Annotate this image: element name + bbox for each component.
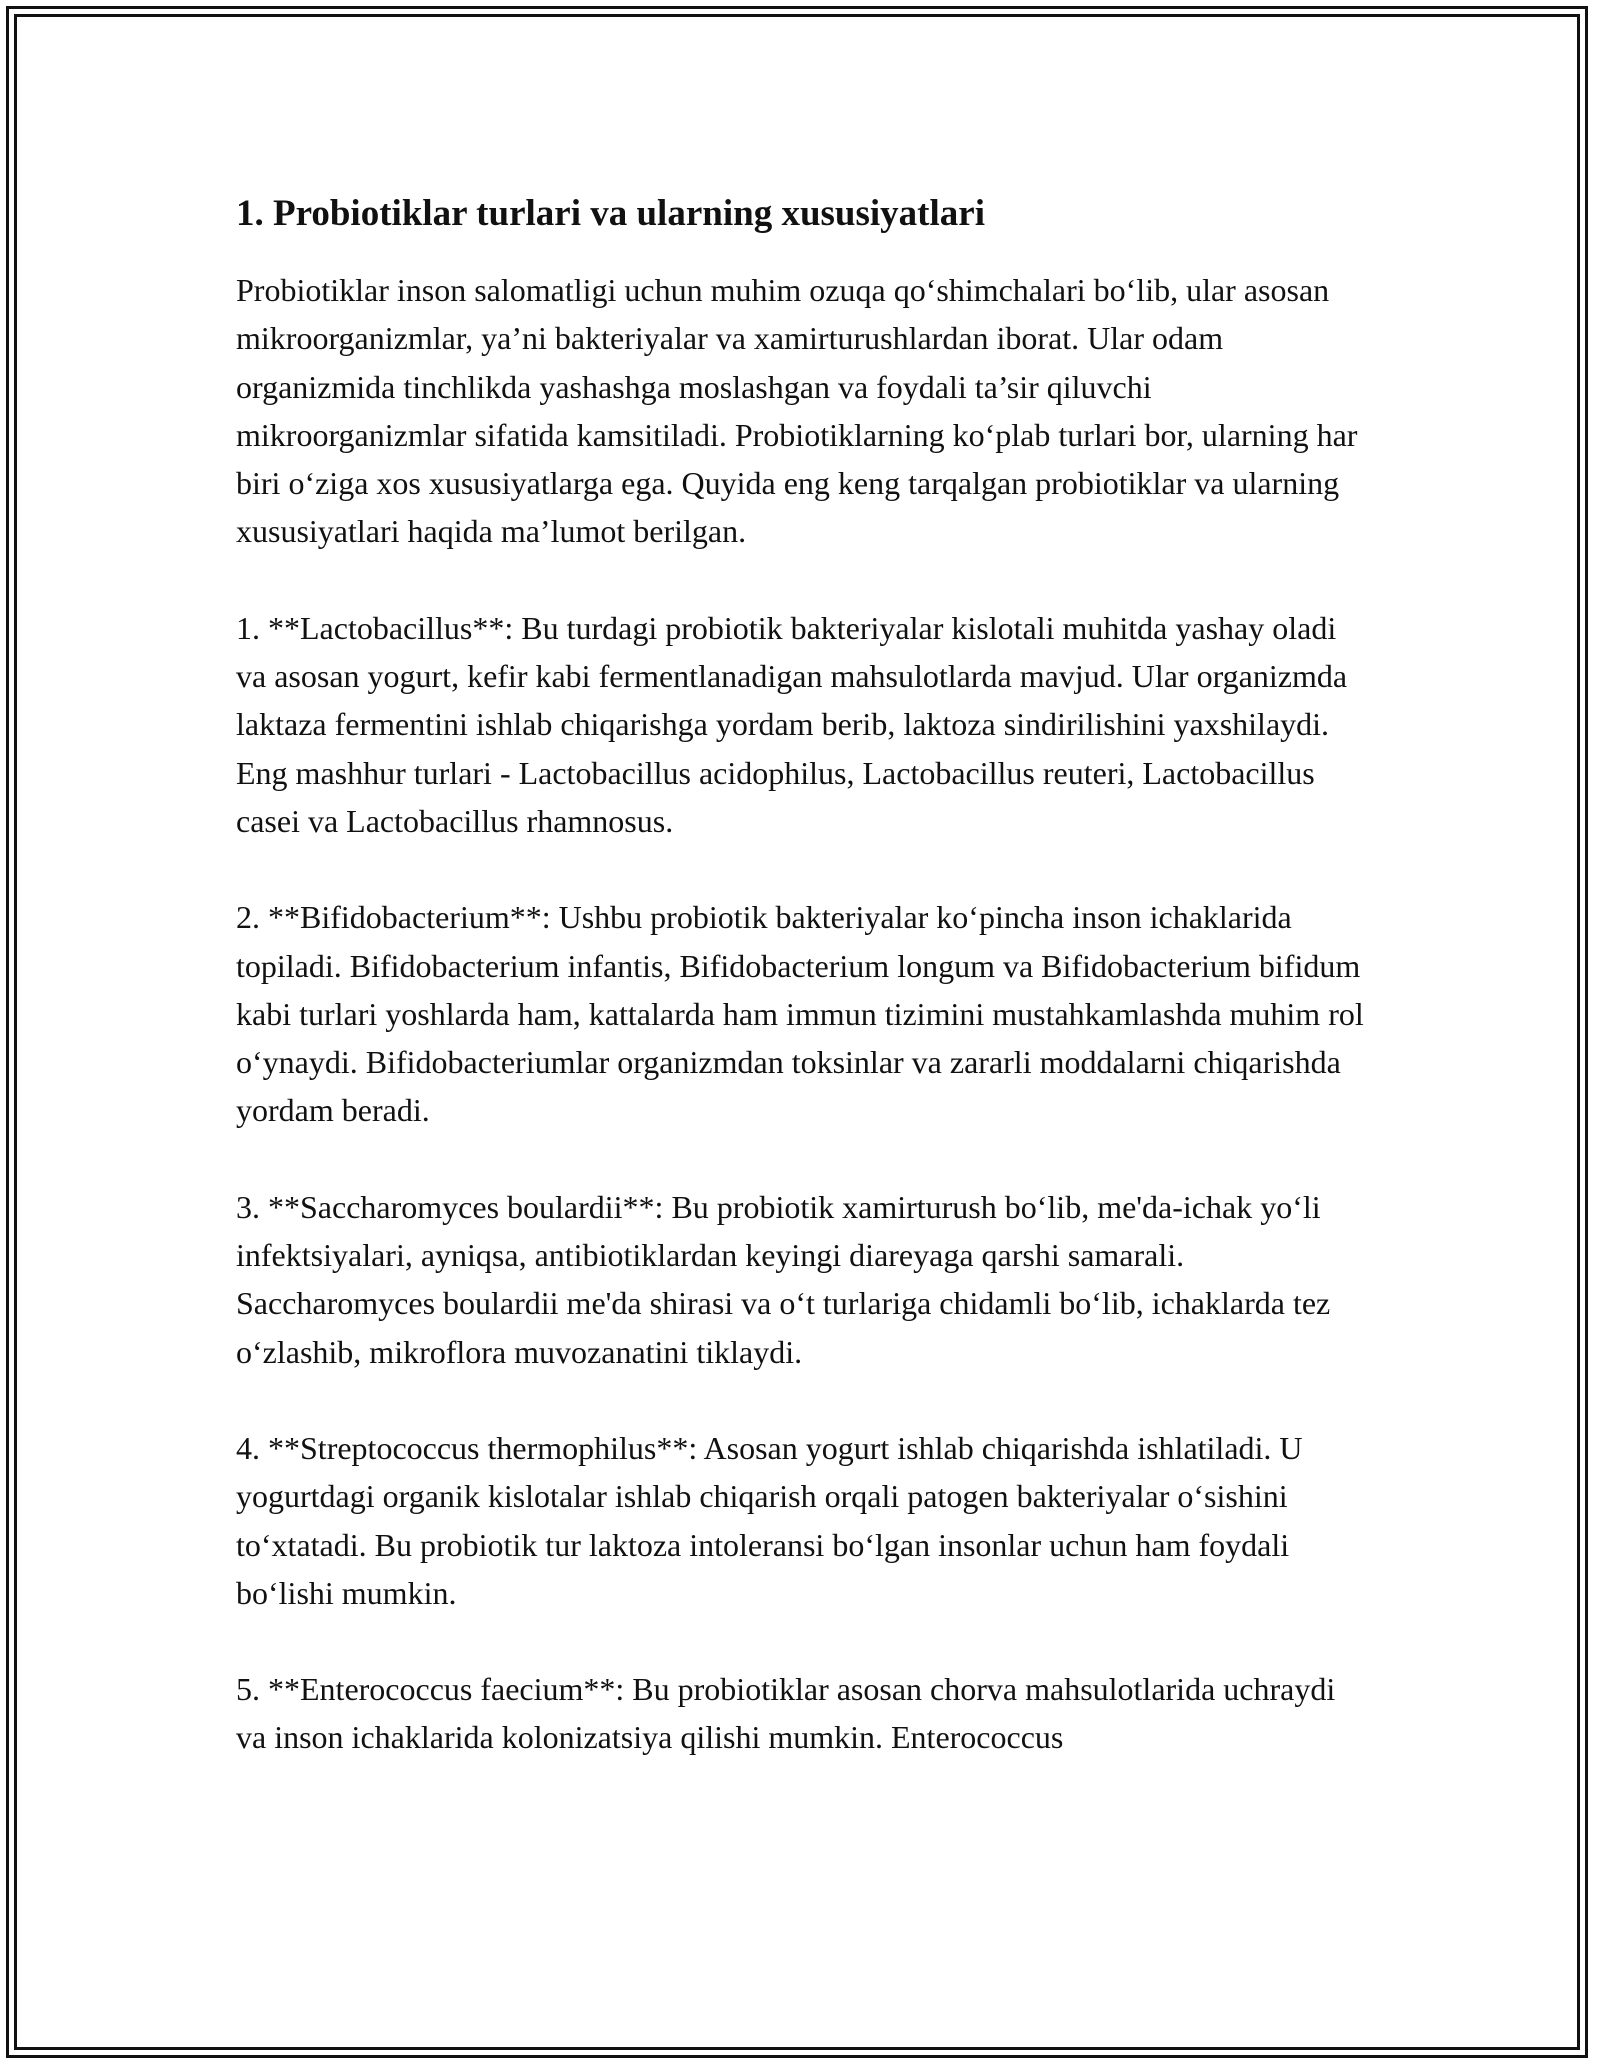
document-body xyxy=(236,188,1370,1810)
paragraph-bifidobacterium: 2. **Bifidobacterium**: Ushbu probiotik bakteriyalar ko‘pincha inson ichaklarida topiladi. Bifidobacterium infantis, Bifidobacterium longum va Bifidobacterium bifidum kabi turlari yoshlarda ham, kattalarda ham immun tizimini mustahkamlashda muhim rol o‘ynaydi. Bifidobacteriumlar organizmdan toksinlar va zararli moddalarni chiqarishda yordam beradi. xyxy=(236,899,1364,1129)
intro-paragraph: Probiotiklar inson salomatligi uchun muhim ozuqa qo‘shimchalari bo‘lib, ular asosan mikroorganizmlar, ya’ni bakteriyalar va xamirturushlardan iborat. Ular odam organizmida tinchlikda yashashga moslashgan va foydali ta’sir qiluvchi mikroorganizmlar sifatida kamsitiladi. Probiotiklarning ko‘plab turlari bor, ularning har biri o‘ziga xos xususiyatlarga ega. Quyida eng keng tarqalgan probiotiklar va ularning xususiyatlari haqida ma’lumot berilgan. xyxy=(236,272,1358,550)
section-heading: 1. Probiotiklar turlari va ularning xususiyatlari xyxy=(236,193,985,234)
paragraph-enterococcus: 5. **Enterococcus faecium**: Bu probiotiklar asosan chorva mahsulotlarida uchraydi va inson ichaklarida kolonizatsiya qilishi mumkin. Enterococcus xyxy=(236,1671,1336,1756)
paragraph-lactobacillus: 1. **Lactobacillus**: Bu turdagi probiotik bakteriyalar kislotali muhitda yashay oladi va asosan yogurt, kefir kabi fermentlanadigan mahsulotlarda mavjud. Ular organizmda laktaza fermentini ishlab chiqarishga yordam berib, laktoza sindirilishini yaxshilaydi. Eng mashhur turlari - Lactobacillus acidophilus, Lactobacillus reuteri, Lactobacillus casei va Lactobacillus rhamnosus. xyxy=(236,609,1348,839)
paragraph-saccharomyces: 3. **Saccharomyces boulardii**: Bu probiotik xamirturush bo‘lib, me'da-ichak yo‘li infektsiyalari, ayniqsa, antibiotiklardan keyingi diareyaga qarshi samarali. Saccharomyces boulardii me'da shirasi va o‘t turlariga chidamli bo‘lib, ichaklarda tez o‘zlashib, mikroflora muvozanatini tiklaydi. xyxy=(236,1188,1331,1370)
paragraph-streptococcus: 4. **Streptococcus thermophilus**: Asosan yogurt ishlab chiqarishda ishlatiladi. U yogurtdagi organik kislotalar ishlab chiqarish orqali patogen bakteriyalar o‘sishini to‘xtatadi. Bu probiotik tur laktoza intoleransi bo‘lgan insonlar uchun ham foydali bo‘lishi mumkin. xyxy=(236,1429,1303,1611)
